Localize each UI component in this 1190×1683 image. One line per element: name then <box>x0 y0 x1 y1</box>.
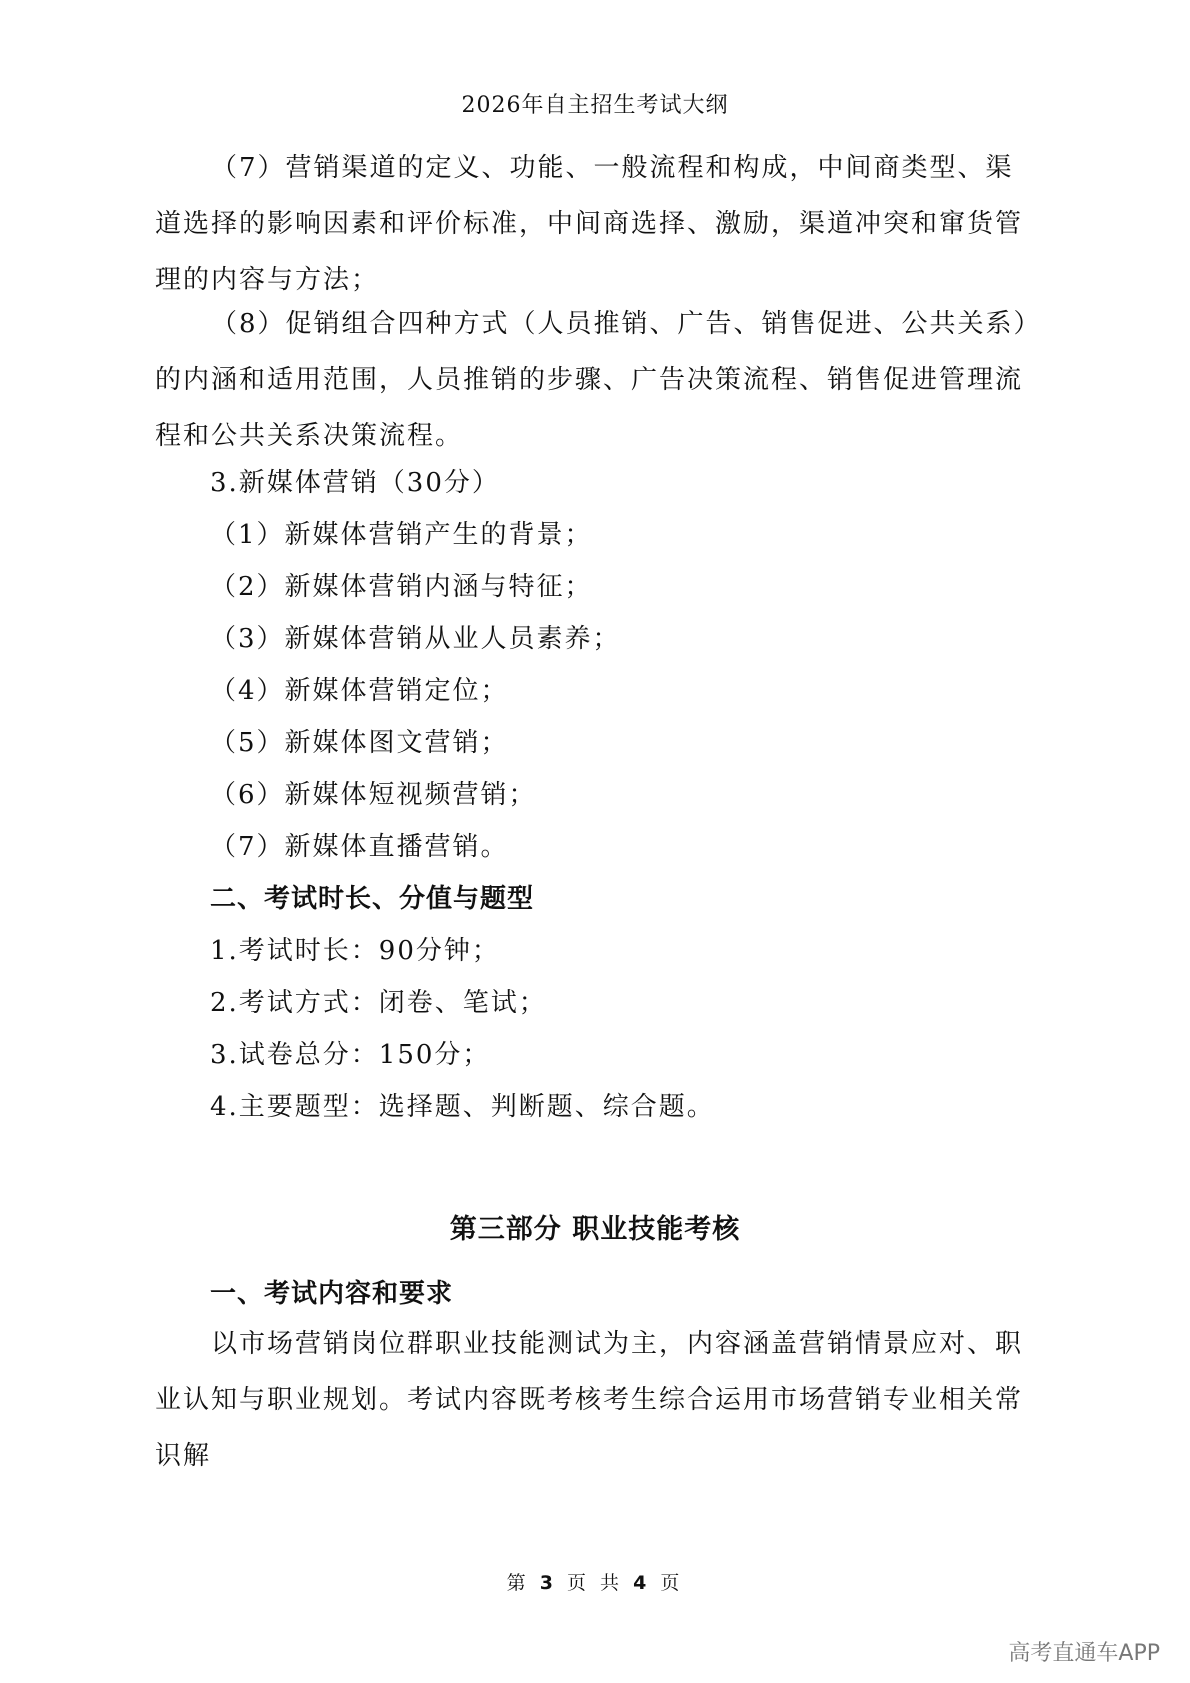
new-media-item: （3）新媒体营销从业人员素养； <box>210 624 621 654</box>
exam-info-item: 2.考试方式：闭卷、笔试； <box>210 988 547 1018</box>
new-media-item: （7）新媒体直播营销。 <box>210 832 509 862</box>
paragraph-item-7: （7）营销渠道的定义、功能、一般流程和构成，中间商类型、渠道选择的影响因素和评价标准，中间商选择、激励，渠道冲突和窜货管理的内容与方法； <box>155 153 1024 295</box>
footer-prefix: 第 <box>506 1572 530 1594</box>
new-media-item: （4）新媒体营销定位； <box>210 676 509 706</box>
footer-suffix: 页 <box>660 1572 684 1594</box>
exam-info-item: 4.主要题型：选择题、判断题、综合题。 <box>210 1092 715 1122</box>
new-media-item: （2）新媒体营销内涵与特征； <box>210 572 593 602</box>
exam-info-item: 3.试卷总分：150分； <box>210 1040 491 1070</box>
footer-middle: 页 共 <box>566 1572 624 1594</box>
exam-info-item: 1.考试时长：90分钟； <box>210 936 500 966</box>
app-watermark: 高考直通车APP <box>1008 1641 1160 1666</box>
new-media-heading: 3.新媒体营销（30分） <box>210 468 500 498</box>
part-three-paragraph: 以市场营销岗位群职业技能测试为主，内容涵盖营销情景应对、职业认知与职业规划。考试内容既考核考生综合运用市场营销专业相关常识解 <box>155 1329 1024 1471</box>
footer-current-page: 3 <box>539 1572 557 1594</box>
exam-info-heading: 二、考试时长、分值与题型 <box>210 884 535 914</box>
new-media-item: （5）新媒体图文营销； <box>210 728 509 758</box>
footer-total-pages: 4 <box>633 1572 651 1594</box>
part-three-title: 第三部分 职业技能考核 <box>449 1214 741 1245</box>
new-media-item: （1）新媒体营销产生的背景； <box>210 520 593 550</box>
paragraph-item-8: （8）促销组合四种方式（人员推销、广告、销售促进、公共关系）的内涵和适用范围，人员推销的步骤、广告决策流程、销售促进管理流程和公共关系决策流程。 <box>155 309 1029 451</box>
page-footer <box>0 1568 1190 1595</box>
page-header-title: 2026年自主招生考试大纲 <box>461 93 729 118</box>
part-three-subheading: 一、考试内容和要求 <box>210 1279 454 1309</box>
new-media-item: （6）新媒体短视频营销； <box>210 780 537 810</box>
